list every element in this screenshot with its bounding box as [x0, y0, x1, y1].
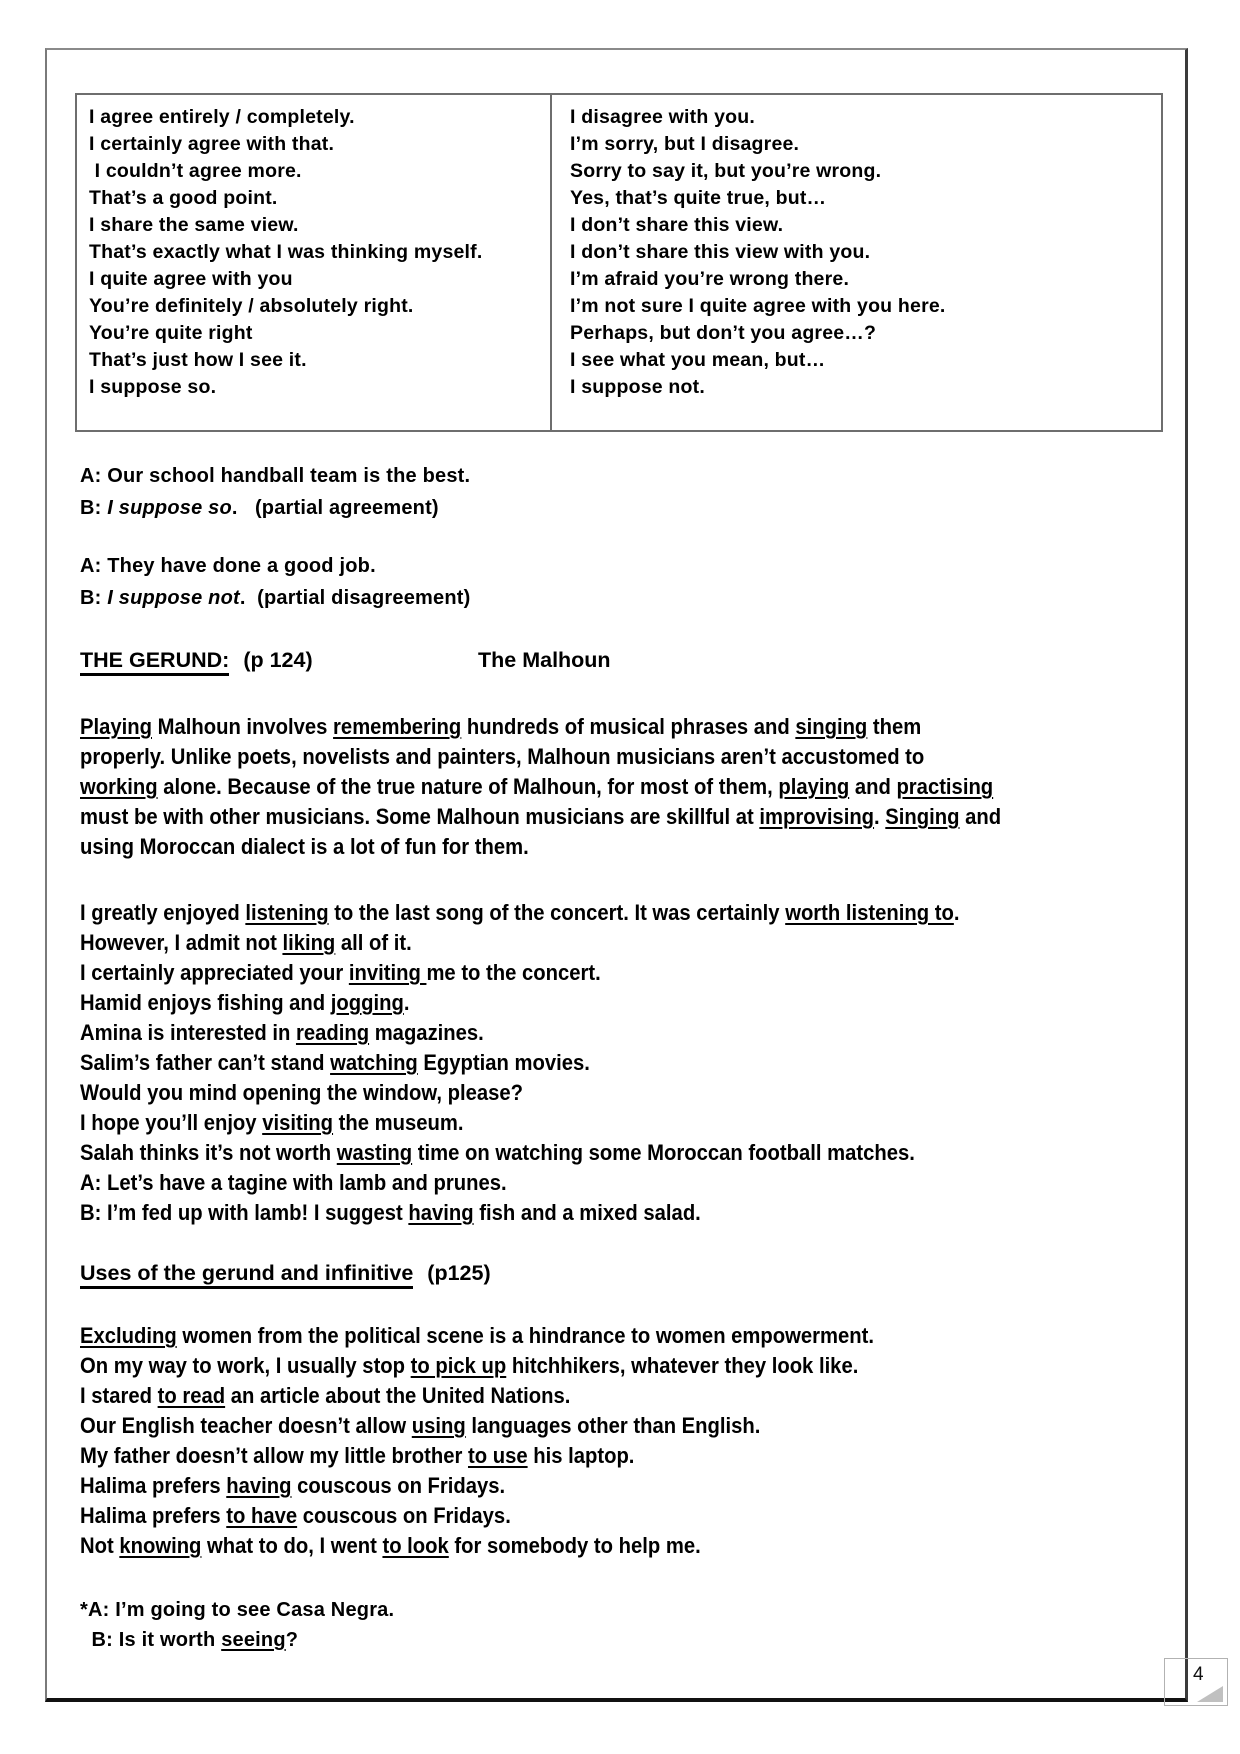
paragraph-line: [80, 742, 1166, 772]
disagree-phrase-line: [570, 293, 1151, 320]
text-segment: . (partial disagreement): [239, 587, 471, 609]
text-segment: Malhoun involves: [151, 714, 334, 739]
disagree-phrase-line: [570, 347, 1151, 374]
text-segment: Not: [80, 1533, 120, 1558]
disagree-phrase-line: [570, 104, 1151, 131]
text-segment: seeing: [221, 1629, 286, 1651]
text-segment: an article about the United Nations.: [225, 1383, 571, 1408]
example-line: [80, 1531, 1166, 1561]
disagree-phrase-line: [570, 131, 1151, 158]
agree-phrase-line: [89, 374, 540, 401]
text-segment: .: [874, 804, 886, 829]
example-line: [80, 1018, 1166, 1048]
example-line: [80, 1471, 1166, 1501]
text-segment: all of it.: [335, 930, 412, 955]
text-segment: liking: [282, 930, 336, 955]
dialogue-line: [80, 460, 470, 492]
text-segment: what to do, I went: [201, 1533, 383, 1558]
text-segment: watching: [330, 1050, 418, 1075]
text-segment: his laptop.: [527, 1443, 635, 1468]
text-segment: On my way to work, I usually stop: [80, 1353, 411, 1378]
text-segment: worth listening to: [785, 900, 954, 925]
text-segment: B:: [80, 587, 108, 609]
agreement-disagreement-table: [75, 93, 1163, 432]
agree-phrase-line: [89, 212, 540, 239]
example-line: [80, 1321, 1166, 1351]
agree-phrase-line: [89, 293, 540, 320]
partial-disagreement-dialogue: [80, 550, 471, 614]
agree-phrase-line: [89, 239, 540, 266]
text-segment: I couldn’t agree more.: [89, 160, 302, 182]
text-segment: me to the concert.: [426, 960, 601, 985]
example-line: [80, 958, 1166, 988]
text-segment: Yes, that’s quite true, but…: [570, 187, 827, 209]
text-segment: time on watching some Moroccan football matches.: [412, 1140, 915, 1165]
example-line: [80, 1198, 1166, 1228]
text-segment: That’s a good point.: [89, 187, 278, 209]
text-segment: Excluding: [80, 1323, 177, 1348]
disagree-phrases-column: [550, 95, 1161, 430]
text-segment: I greatly enjoyed: [80, 900, 246, 925]
text-segment: Salah thinks it’s not worth: [80, 1140, 337, 1165]
example-line: [80, 1168, 1166, 1198]
text-segment: Halima prefers: [80, 1503, 227, 1528]
text-segment: I certainly appreciated your: [80, 960, 349, 985]
text-segment: I’m sorry, but I disagree.: [570, 133, 800, 155]
text-segment: couscous on Fridays.: [291, 1473, 506, 1498]
agree-phrase-line: [89, 185, 540, 212]
example-line: [80, 1108, 1166, 1138]
example-line: [80, 988, 1166, 1018]
agree-phrase-line: [89, 131, 540, 158]
text-segment: inviting: [348, 960, 427, 985]
text-segment: That’s just how I see it.: [89, 349, 307, 371]
text-segment: couscous on Fridays.: [297, 1503, 511, 1528]
text-segment: A: They have done a good job.: [80, 555, 376, 577]
text-segment: for somebody to help me.: [448, 1533, 701, 1558]
text-segment: Playing: [80, 714, 152, 739]
gerund-section-heading: [80, 645, 611, 675]
text-segment: I suppose not: [107, 587, 240, 609]
paragraph-line: [80, 712, 1166, 742]
text-segment: wasting: [336, 1140, 413, 1165]
text-segment: to look: [382, 1533, 449, 1558]
text-segment: and: [849, 774, 897, 799]
text-segment: alone. Because of the true nature of Malhoun, for most of them,: [157, 774, 779, 799]
paragraph-line: [80, 802, 1166, 832]
text-segment: them: [867, 714, 922, 739]
example-line: [80, 1351, 1166, 1381]
dialogue-line: [80, 1625, 394, 1655]
casa-negra-dialogue: [80, 1595, 394, 1655]
text-segment: I certainly agree with that.: [89, 133, 335, 155]
dialogue-line: [80, 1595, 394, 1625]
text-segment: practising: [896, 774, 994, 799]
text-segment: Amina is interested in: [80, 1020, 296, 1045]
malhoun-subtitle: The Malhoun: [478, 648, 611, 672]
text-segment: I suppose so: [107, 497, 232, 519]
text-segment: However, I admit not: [80, 930, 283, 955]
example-line: [80, 1441, 1166, 1471]
text-segment: to read: [157, 1383, 226, 1408]
text-segment: fish and a mixed salad.: [473, 1200, 701, 1225]
text-segment: having: [226, 1473, 292, 1498]
text-segment: singing: [795, 714, 868, 739]
example-line: [80, 898, 1166, 928]
text-segment: I quite agree with you: [89, 268, 293, 290]
agree-phrase-line: [89, 104, 540, 131]
malhoun-paragraph: [80, 712, 1166, 862]
text-segment: I’m not sure I quite agree with you here.: [570, 295, 946, 317]
text-segment: I see what you mean, but…: [570, 349, 826, 371]
text-segment: to pick up: [410, 1353, 507, 1378]
text-segment: .: [953, 900, 960, 925]
dialogue-line: [80, 550, 471, 582]
text-segment: having: [408, 1200, 474, 1225]
dialogue-line: [80, 582, 471, 614]
uses-example-sentences: [80, 1321, 1166, 1561]
text-segment: the museum.: [333, 1110, 464, 1135]
text-segment: and: [959, 804, 1002, 829]
disagree-phrase-line: [570, 374, 1151, 401]
text-segment: Our English teacher doesn’t allow: [80, 1413, 412, 1438]
text-segment: *A: I’m going to see Casa Negra.: [80, 1599, 395, 1621]
example-line: [80, 1048, 1166, 1078]
text-segment: ?: [285, 1629, 299, 1651]
text-segment: using Moroccan dialect is a lot of fun for them.: [80, 834, 529, 859]
agree-phrase-line: [89, 347, 540, 374]
gerund-heading-page-ref: (p 124): [243, 648, 313, 672]
agree-phrase-line: [89, 158, 540, 185]
text-segment: . (partial agreement): [231, 497, 439, 519]
text-segment: visiting: [262, 1110, 334, 1135]
gerund-heading-title: THE GERUND:: [80, 648, 229, 676]
example-line: [80, 1078, 1166, 1108]
text-segment: Halima prefers: [80, 1473, 227, 1498]
text-segment: hitchhikers, whatever they look like.: [506, 1353, 859, 1378]
uses-heading-title: Uses of the gerund and infinitive: [80, 1261, 413, 1289]
text-segment: hundreds of musical phrases and: [461, 714, 796, 739]
text-segment: I agree entirely / completely.: [89, 106, 355, 128]
text-segment: B: I’m fed up with lamb! I suggest: [80, 1200, 409, 1225]
text-segment: Would you mind opening the window, please?: [80, 1080, 524, 1105]
partial-agreement-dialogue: [80, 460, 470, 524]
text-segment: reading: [295, 1020, 370, 1045]
text-segment: magazines.: [369, 1020, 484, 1045]
text-segment: knowing: [119, 1533, 202, 1558]
text-segment: jogging: [330, 990, 404, 1015]
paragraph-line: [80, 832, 1166, 862]
disagree-phrase-line: [570, 239, 1151, 266]
uses-heading-page-ref: (p125): [427, 1261, 491, 1285]
page-corner-fold-icon: [1197, 1686, 1223, 1702]
text-segment: Salim’s father can’t stand: [80, 1050, 331, 1075]
text-segment: That’s exactly what I was thinking myself.: [89, 241, 483, 263]
text-segment: I don’t share this view.: [570, 214, 784, 236]
text-segment: Singing: [885, 804, 960, 829]
example-line: [80, 928, 1166, 958]
disagree-phrase-line: [570, 158, 1151, 185]
text-segment: I suppose so.: [89, 376, 217, 398]
example-line: [80, 1381, 1166, 1411]
text-segment: You’re quite right: [89, 322, 253, 344]
example-line: [80, 1501, 1166, 1531]
text-segment: I suppose not.: [570, 376, 705, 398]
agree-phrase-line: [89, 320, 540, 347]
text-segment: properly. Unlike poets, novelists and painters, Malhoun musicians aren’t accustomed to: [80, 744, 925, 769]
text-segment: I’m afraid you’re wrong there.: [570, 268, 850, 290]
text-segment: B: Is it worth: [80, 1629, 222, 1651]
disagree-phrase-line: [570, 185, 1151, 212]
disagree-phrase-line: [570, 320, 1151, 347]
dialogue-line: [80, 492, 470, 524]
text-segment: listening: [245, 900, 329, 925]
text-segment: Egyptian movies.: [417, 1050, 590, 1075]
paragraph-line: [80, 772, 1166, 802]
example-line: [80, 1138, 1166, 1168]
example-line: [80, 1411, 1166, 1441]
text-segment: Hamid enjoys fishing and: [80, 990, 331, 1015]
text-segment: to use: [467, 1443, 528, 1468]
text-segment: using: [411, 1413, 466, 1438]
disagree-phrase-line: [570, 212, 1151, 239]
uses-section-heading: [80, 1258, 491, 1288]
text-segment: languages other than English.: [465, 1413, 761, 1438]
text-segment: to have: [226, 1503, 298, 1528]
text-segment: I don’t share this view with you.: [570, 241, 871, 263]
text-segment: B:: [80, 497, 108, 519]
text-segment: I disagree with you.: [570, 106, 755, 128]
text-segment: playing: [778, 774, 850, 799]
text-segment: improvising: [759, 804, 875, 829]
text-segment: remembering: [333, 714, 462, 739]
text-segment: must be with other musicians. Some Malhoun musicians are skillful at: [80, 804, 760, 829]
agree-phrase-line: [89, 266, 540, 293]
text-segment: to the last song of the concert. It was certainly: [328, 900, 786, 925]
text-segment: Perhaps, but don’t you agree…?: [570, 322, 877, 344]
text-segment: Sorry to say it, but you’re wrong.: [570, 160, 882, 182]
text-segment: My father doesn’t allow my little brother: [80, 1443, 468, 1468]
text-segment: I stared: [80, 1383, 158, 1408]
gerund-example-sentences: [80, 898, 1166, 1228]
text-segment: I hope you’ll enjoy: [80, 1110, 263, 1135]
text-segment: women from the political scene is a hindrance to women empowerment.: [176, 1323, 875, 1348]
disagree-phrase-line: [570, 266, 1151, 293]
text-segment: A: Our school handball team is the best.: [80, 465, 471, 487]
text-segment: working: [80, 774, 158, 799]
page-number-badge: [1164, 1658, 1228, 1706]
page-number: 4: [1193, 1664, 1204, 1685]
text-segment: I share the same view.: [89, 214, 299, 236]
text-segment: A: Let’s have a tagine with lamb and prunes.: [80, 1170, 507, 1195]
text-segment: .: [403, 990, 410, 1015]
agree-phrases-column: [77, 95, 550, 430]
text-segment: You’re definitely / absolutely right.: [89, 295, 414, 317]
